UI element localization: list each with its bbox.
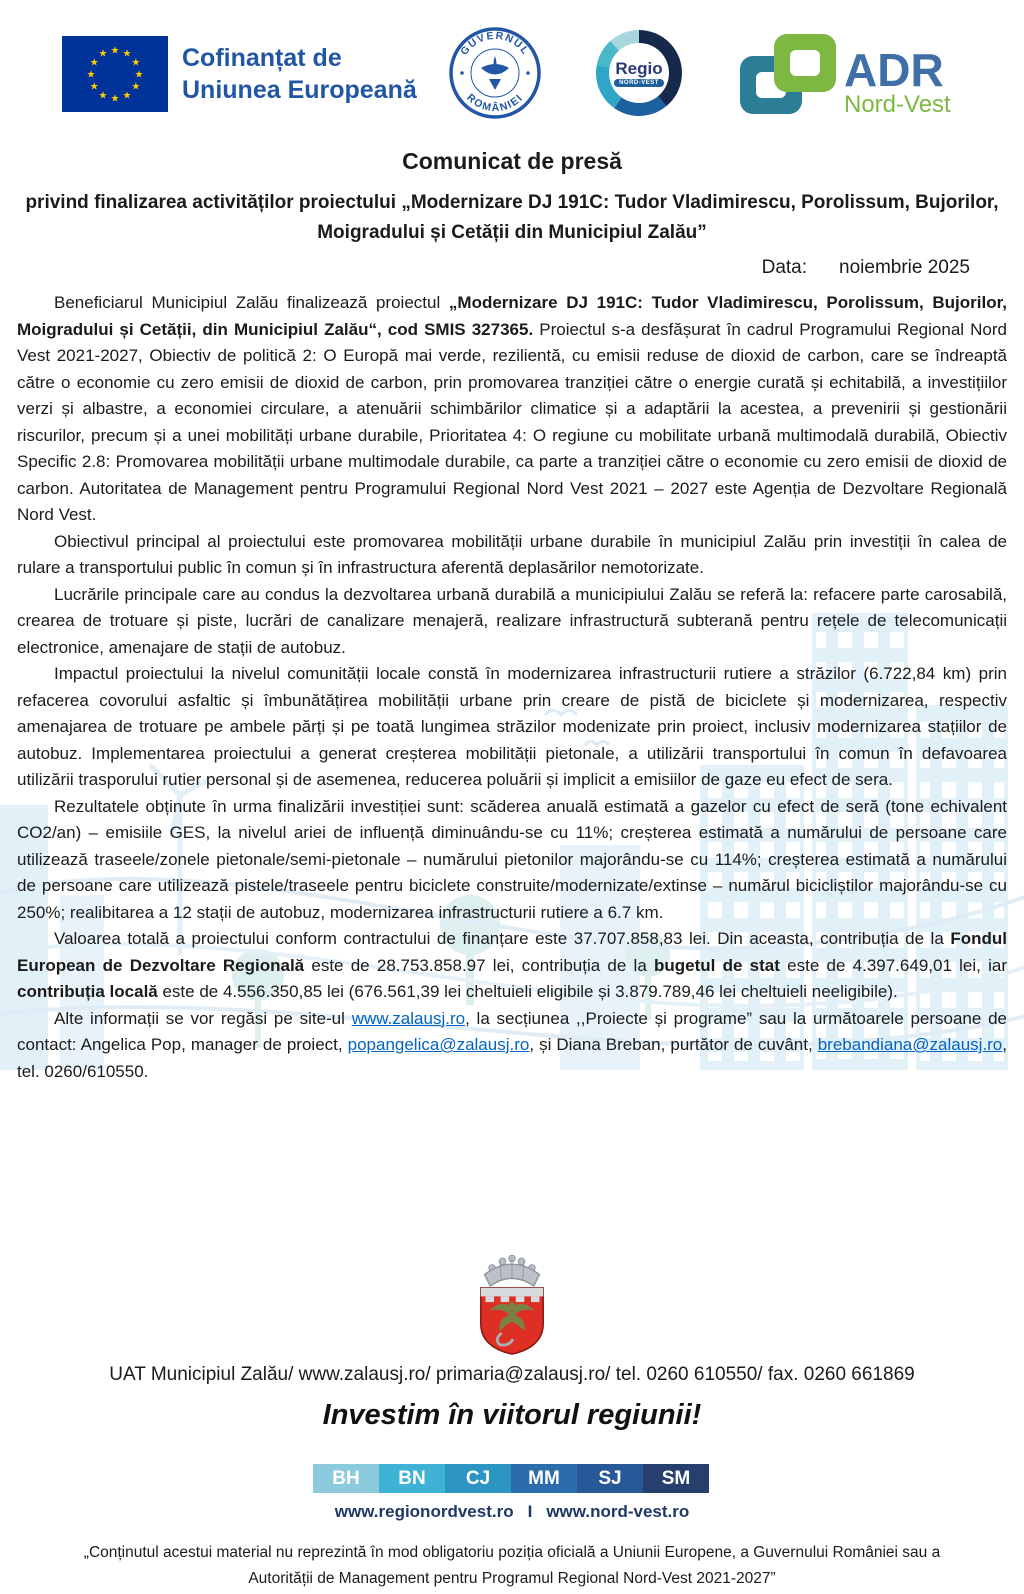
bold-text: „Modernizare DJ 191C: Tudor Vladimirescu, Porolissum, Bujorilor, Moigradului și Cetății, din Municipiul Zalău“, cod SMIS 327365.: [17, 293, 1007, 339]
regio-center: [609, 43, 669, 103]
websites-separator: I: [527, 1502, 533, 1521]
county-bn: BN: [379, 1464, 445, 1493]
adr-name: ADR: [844, 44, 944, 96]
paragraph: [17, 582, 1007, 662]
hyperlink[interactable]: popangelica@zalausj.ro: [347, 1035, 530, 1054]
regio-subtitle: NORD-VEST: [614, 79, 664, 87]
adr-nordvest-logo: [736, 30, 954, 118]
text-run: Rezultatele obținute în urma finalizării investiției sunt: scăderea anuală estimată a gazelor cu efect de seră (tone echivalent CO2/an) – emisiile GES, la nivelul ariei de influență diminuându-se cu 11%; creșterea estimată a numărului de persoane care utilizează traseele/zonele pietonale/semi-pietonale – numărului pietonilor majorându-se cu 114%; creșterea estimată a numărului de persoane care utilizează pistele/traseele pentru biciclete construite/modernizate/extinse – numărul bicicliștilor majorându-se cu 250%; realibitarea a 12 stații de autobuz, modernizarea infrastructurii rutiere a 6.7 km.: [17, 796, 1007, 922]
text-run: Alte informații se vor regăsi pe site-ul: [54, 1008, 352, 1028]
text-run: Proiectul s-a desfășurat în cadrul Programului Regional Nord Vest 2021-2027, Obiectiv de politică 2: O Europă mai verde, rezilientă, cu emisii reduse de dioxid de carbon, care se îndreaptă către o economie cu zero emisii de dioxid de carbon, prin promovarea tranziției către o energie curată și echitabilă, a investițiilor verzi și albastre, a economiei circulare, a atenuării schimbărilor climatice și a adaptării la acestea, a prevenirii și gestionării riscurilor, precum și a unei mobilități urbane durabile, Prioritatea 4: O regiune cu mobilitate urbană multimodală durabilă, Obiectiv Specific 2.8: Promovarea mobilității urbane multimodale durabile, ca parte a tranziției către o economie cu zero emisii de dioxid de carbon. Autoritatea de Management pentru Programului Regional Nord Vest 2021 – 2027 este Agenția de Dezvoltare Regională Nord Vest.: [17, 319, 1007, 524]
gov-seal-top-text: GUVERNUL: [458, 29, 532, 58]
regio-name: Regio: [615, 58, 663, 78]
date-label: Data:: [761, 257, 808, 278]
paragraph: [17, 661, 1007, 794]
svg-text:★: ★: [89, 57, 99, 69]
text-run: este de 28.753.858.97 lei, contribuția de la: [304, 955, 655, 975]
eu-cofunded-line1: Cofinanțat de: [182, 44, 342, 72]
website-regionordvest: www.regionordvest.ro: [334, 1502, 514, 1521]
text-run: Beneficiarul Municipiul Zalău finalizează proiectul: [54, 293, 449, 312]
websites-line: [0, 1502, 1024, 1522]
svg-text:★: ★: [110, 45, 120, 57]
crest-crown-icon: [485, 1255, 540, 1286]
svg-text:★: ★: [86, 69, 96, 81]
date-line: [762, 257, 970, 279]
text-run: Obiectivul principal al proiectului este promovarea mobilității urbane durabile în municipiul Zalău prin investiții în calea de rulare a transportului public în comun și în infrastructura aferentă deplasărilor nemotorizate.: [17, 531, 1007, 577]
eu-cofunded-label: [182, 42, 417, 106]
svg-text:★: ★: [122, 48, 132, 60]
hyperlink[interactable]: www.zalausj.ro: [351, 1008, 466, 1028]
bold-text: bugetul de stat: [654, 955, 780, 975]
text-run: , la secțiunea ,,Proiecte și programe” sau la următoarele persoane de contact: Angelica Pop, manager de proiect,: [17, 1008, 1007, 1054]
body-paragraphs: [17, 290, 1007, 1085]
text-run: Impactul proiectului la nivelul comunității locale constă în modernizarea infrastructurii rutiere a străzilor (6.722,84 km) prin refacerea covorului asfaltic și îmbunătățirea mobilității urbane prin creare de pistă de biciclete și modernizarea, respectiv amenajarea de trotuare pe ambele părți și pe toată lungimea străzilor modenizate prin proiect, inclusiv modernizarea stațiilor de autobuz. Implementarea proiectului a generat creșterea mobilității pietonale, a utilizării transportului în comun în defavoarea utilizării trasporului rutier personal și de asemenea, reducerea poluării și implicit a emisiilor de gaze eu efect de sera.: [17, 664, 1007, 789]
zalau-coat-of-arms: [471, 1250, 553, 1356]
bold-text: contribuția locală: [17, 982, 158, 1001]
svg-text:★: ★: [98, 90, 108, 102]
paragraph: [17, 794, 1007, 927]
paragraph: [17, 926, 1007, 1006]
text-run: este de 4.397.649,01 lei, iar: [779, 955, 1007, 975]
date-value: noiembrie 2025: [839, 257, 970, 278]
website-nordvest: www.nord-vest.ro: [546, 1502, 690, 1521]
text-run: Lucrările principale care au condus la dezvoltarea urbană durabilă a municipiului Zalău se referă la: refacere parte carosabilă, crearea de trotuare și piste, lucrări de canalizare menajeră, realizare infrastructură subterană pentru rețele de telecomunicații electronice, amenajare de stații de autobuz.: [17, 584, 1007, 657]
svg-text:★: ★: [131, 57, 141, 69]
page-title: Comunicat de presă: [402, 148, 622, 174]
eu-cofunded-line2: Uniunea Europeană: [182, 76, 417, 104]
disclaimer-text: „Conținutul acestui material nu reprezintă în mod obligatoriu poziția oficială a Uniunii Europene, a Guvernului României sau a Autorității de Management pentru Programul Regional Nord-Vest 2021-2027”: [83, 1544, 941, 1587]
svg-text:★: ★: [134, 69, 144, 81]
svg-text:★: ★: [110, 93, 120, 105]
text-run: , și Diana Breban, purtător de cuvânt,: [529, 1035, 818, 1054]
regio-nordvest-logo: [596, 30, 682, 116]
contact-line: UAT Municipiul Zalău/ www.zalausj.ro/ primaria@zalausj.ro/ tel. 0260 610550/ fax. 0260 661869: [109, 1364, 915, 1385]
paragraph: [17, 1006, 1007, 1086]
paragraph: [17, 529, 1007, 582]
svg-text:★: ★: [89, 81, 99, 93]
county-sm: SM: [643, 1464, 709, 1493]
county-sj: SJ: [577, 1464, 643, 1493]
paragraph: [17, 290, 1007, 529]
text-run: , tel. 0260/610550.: [17, 1035, 1007, 1081]
bold-text: Fondul European de Dezvoltare Regională: [17, 929, 1007, 975]
county-cj: CJ: [445, 1464, 511, 1493]
text-run: este de 4.556.350,85 lei (676.561,39 lei cheltuieli eligibile și 3.879.789,46 lei cheltuieli neeligibile).: [157, 982, 898, 1001]
romanian-government-seal-icon: [448, 26, 542, 120]
svg-text:★: ★: [131, 81, 141, 93]
eu-flag-icon: [62, 36, 168, 112]
county-mm: MM: [511, 1464, 577, 1493]
text-run: Valoarea totală a proiectului conform contractului de finanțare este 37.707.858,83 lei. Din aceasta, contribuția de la: [54, 929, 951, 948]
county-bar: [313, 1464, 709, 1493]
gov-seal-bottom-text: ROMÂNIEI: [464, 91, 526, 115]
svg-text:★: ★: [122, 90, 132, 102]
adr-chain-icon: [740, 34, 836, 114]
slogan: Investim în viitorul regiunii!: [322, 1399, 702, 1431]
hyperlink[interactable]: brebandiana@zalausj.ro: [817, 1035, 1003, 1054]
county-bh: BH: [313, 1464, 379, 1493]
page-subtitle: privind finalizarea activităților proiectului „Modernizare DJ 191C: Tudor Vladimirescu, Porolissum, Bujorilor, Moigradului și Cetății din Municipiul Zalău”: [25, 192, 999, 243]
adr-subtitle: Nord-Vest: [844, 91, 951, 118]
svg-text:★: ★: [98, 48, 108, 60]
